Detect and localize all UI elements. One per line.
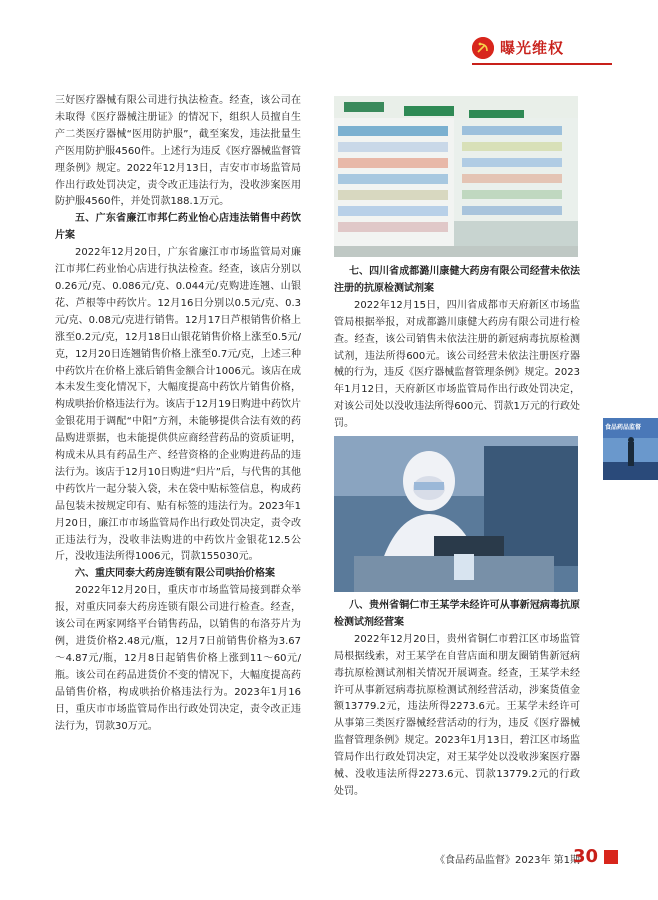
page-number: 30 [572,846,598,867]
paragraph: 2022年12月15日，四川省成都市天府新区市场监管局根据举报，对成都潞川康健大药房有限公司进行检查。经查，该公司销售未依法注册的新冠病毒抗原检测试剂，违法所得600元。该公司经营未依法注册医疗器械的行为，违反《医疗器械监督管理条例》规定。2023年1月12日，天府新区市场监管局作出行政处罚决定，对该公司处以没收违法所得600元、罚款1万元的行政处罚。 [334,299,580,430]
case-heading: 六、重庆同泰大药房连锁有限公司哄抬价格案 [75,568,275,580]
header-rule [472,63,612,65]
magazine-issue: 《食品药品监督》2023年 第1期 [435,855,580,866]
case-heading: 七、四川省成都潞川康健大药房有限公司经营未依法注册的抗原检测试剂案 [334,266,580,294]
paragraph: 2022年12月20日，重庆市市场监管局接到群众举报，对重庆同泰大药房连锁有限公司进行检查。经查，该公司在两家网络平台销售药品，以销售的布洛芬片为例，进货价格2.48元/瓶，12月7日前销售价格为3.67～4.87元/瓶，12月8日起销售价格上涨到11～60元/瓶。该公司在药品进货价不变的情况下，大幅度提高药品销售价格，构成哄抬价格违法行为。2023年1月16日，重庆市市场监管局作出行政处罚决定，责令改正违法行为，罚款30万元。 [55,585,301,732]
side-tab-label: 食品药品监督 [605,424,642,431]
right-column-top [334,264,580,433]
right-column-bottom [334,598,580,801]
page-footer [410,848,620,868]
left-column [55,93,301,735]
section-title: 曝光维权 [500,39,565,57]
pharmacy-photo [334,96,578,257]
paragraph: 2022年12月20日，贵州省铜仁市碧江区市场监管局根据线索，对王某学在自营店面和朋友圈销售新冠病毒抗原检测试剂相关情况开展调查。经查，王某学未经许可从事新冠病毒抗原检测试剂经营活动，涉案货值金额13779.2元，违法所得2273.6元。王某学未经许可从事第三类医疗器械经营活动的行为，违反《医疗器械监督管理条例》规定。2023年1月13日，碧江区市场监管局作出行政处罚决定，对王某学处以没收涉案医疗器械、没收违法所得2273.6元、罚款13779.2元的行政处罚。 [334,633,580,797]
footer-square-icon [604,850,618,864]
paragraph: 2022年12月20日，广东省廉江市市场监管局对廉江市邦仁药业怡心店进行执法检查。经查，该店分别以0.26元/克、0.086元/克、0.044元/克购进连翘、山银花、芦根等中药饮片。12月16日分别以0.5元/克、0.3元/克、0.08元/克进行销售。12月17日芦根销售价格上涨至0.2元/克，12月18日山银花销售价格上涨至0.5元/克，12月20日连翘销售价格上涨至0.7元/克，上述三种中药饮片在价格上涨后销售金额合计1006元。该店在成本未发生变化情况下，大幅度提高中药饮片销售价格，构成哄抬价格违法行为。该店于12月19日购进中药饮片金银花用于调配“中阳”方剂，未能够提供合法有效的药品购进票据，也未能提供供应商经营药品的资质证明，构成未从具有药品生产、经营资格的企业购进药品的违法行为。该店于12月10日购进“归片”后，与代售的其他中药饮片一起分装入袋，未在袋中贴标签信息，构成药品包装未按规定印有、贴有标签的违法行为。2023年1月20日，廉江市市场监管局作出行政处罚决定，责令改正违法行为，没收非法购进的中药饮片金银花12.5公斤，没收违法所得1006元，罚款155030元。 [55,247,301,563]
section-header [472,37,622,67]
case-heading: 八、贵州省铜仁市王某学未经许可从事新冠病毒抗原检测试剂经营案 [334,600,580,628]
side-tab-thumbnail [603,418,658,480]
paragraph: 三好医疗器械有限公司进行执法检查。经查，该公司在未取得《医疗器械注册证》的情况下，组织人员擅自生产二类医疗器械“医用防护服”，截至案发，违法批量生产医用防护服4560件。上述行为违反《医疗器械监督管理条例》规定。2022年12月13日，吉安市市场监管局作出行政处罚决定，责令改正违法行为，没收涉案医用防护服4560件，并处罚款188.1万元。 [55,95,301,208]
case-heading: 五、广东省廉江市邦仁药业怡心店违法销售中药饮片案 [55,213,301,242]
party-emblem-icon [472,37,494,59]
lab-worker-photo [334,436,578,592]
